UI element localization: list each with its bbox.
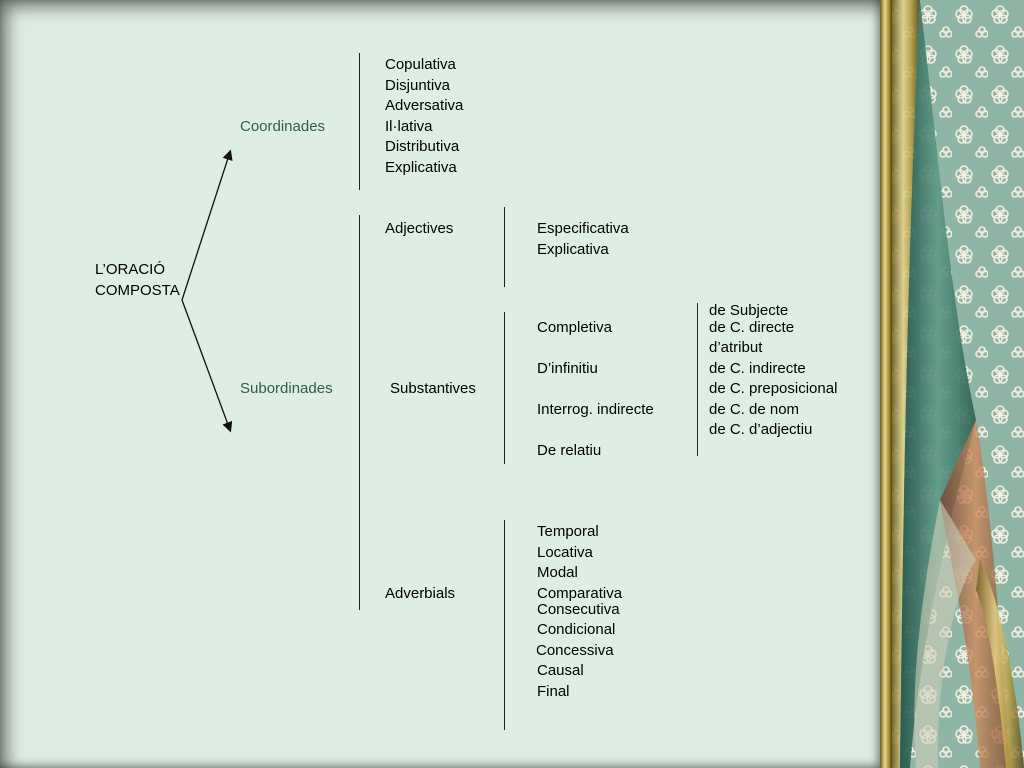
adjective-type: Especificativa bbox=[537, 220, 629, 237]
coord-type: Explicativa bbox=[385, 159, 457, 176]
adverbials-label: Adverbials bbox=[385, 585, 456, 602]
adverbial-type: Condicional bbox=[537, 621, 616, 638]
coordinades-label: Coordinades bbox=[240, 118, 326, 135]
adverbial-type: Final bbox=[537, 683, 570, 700]
adverbial-type: Causal bbox=[537, 662, 584, 679]
adverbials-bracket bbox=[504, 520, 505, 730]
coord-type: Copulativa bbox=[385, 56, 456, 73]
coord-type: Adversativa bbox=[385, 97, 464, 114]
arrow-to-coordinades bbox=[182, 152, 230, 300]
coord-type: Distributiva bbox=[385, 138, 460, 155]
root-label-line2: COMPOSTA bbox=[95, 282, 180, 299]
substantive-type: Completiva bbox=[537, 319, 613, 336]
substantive-type: D’infinitiu bbox=[537, 360, 598, 377]
adverbial-type: Consecutiva bbox=[537, 601, 620, 618]
substantive-type: Interrog. indirecte bbox=[537, 401, 654, 418]
root-label-line1: L’ORACIÓ bbox=[95, 261, 166, 278]
subordinades-label: Subordinades bbox=[240, 380, 333, 397]
coord-type: Disjuntiva bbox=[385, 77, 451, 94]
function-item: de C. directe bbox=[709, 319, 795, 336]
substantives-label: Substantives bbox=[390, 380, 476, 397]
coordinades-bracket bbox=[359, 53, 360, 190]
substantives-bracket bbox=[504, 312, 505, 464]
arrow-to-subordinades bbox=[182, 300, 230, 430]
adverbial-type: Modal bbox=[537, 564, 578, 581]
function-item: d’atribut bbox=[709, 339, 763, 356]
coord-type: Il·lativa bbox=[385, 118, 433, 135]
adjective-type: Explicativa bbox=[537, 241, 609, 258]
adjectives-bracket bbox=[504, 207, 505, 287]
function-item: de Subjecte bbox=[709, 302, 789, 319]
adjectives-label: Adjectives bbox=[385, 220, 454, 237]
adverbial-type: Comparativa bbox=[537, 585, 623, 602]
function-item: de C. d’adjectiu bbox=[709, 421, 813, 438]
decorative-drapery-panel bbox=[880, 0, 1024, 768]
subordinades-bracket bbox=[359, 215, 360, 610]
function-item: de C. preposicional bbox=[709, 380, 838, 397]
adverbial-type: Temporal bbox=[537, 523, 599, 540]
function-item: de C. indirecte bbox=[709, 360, 806, 377]
function-item: de C. de nom bbox=[709, 401, 800, 418]
adverbial-type: Concessiva bbox=[536, 642, 614, 659]
functions-bracket bbox=[697, 303, 698, 456]
substantive-type: De relatiu bbox=[537, 442, 602, 459]
adverbial-type: Locativa bbox=[537, 544, 593, 561]
